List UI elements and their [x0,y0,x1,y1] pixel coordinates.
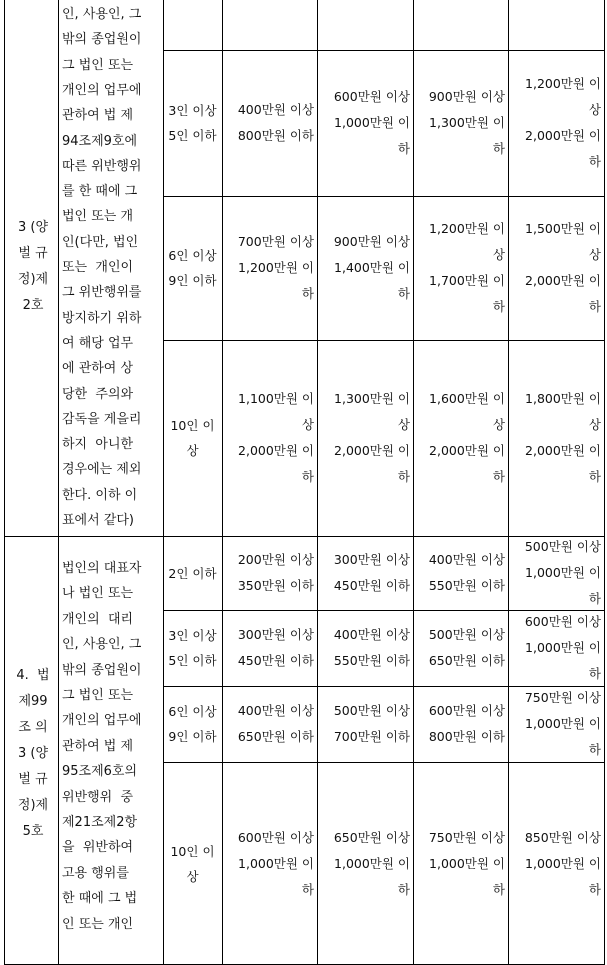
cell-text-line: 하 [588,666,601,681]
cell-text-line: 제99 [18,694,48,709]
cell-text-line: 9인 이하 [168,729,217,744]
cell-text-line: 2,000만원 이 [334,443,410,458]
description-line: 95조제6호의 [62,764,138,780]
cell-text-line: 450만원 이하 [333,578,410,593]
cell-text-line: 600만원 이상 [237,829,314,845]
cell-text-line: 10인 이 [170,843,215,859]
cell-text-line: 1,000만원 이 [238,855,314,871]
description-line: 당한 주의와 [62,386,134,402]
description-line: 94조제9호에 [62,133,138,149]
cell-text-line: 300만원 이상 [237,627,314,642]
description-line: 을 위반하여 [62,840,134,856]
cell-text-line: 10인 이 [170,418,215,433]
grid-line [604,0,605,965]
cell-text-line: 1,400만원 이 [334,260,410,275]
description-line: 법인 또는 개 [62,209,134,225]
cell-text-line: 2,000만원 이 [525,128,601,143]
description-line: 관하여 법 제 [62,738,134,754]
cell-text-line: 1,800만원 이 [525,391,601,406]
cell-text-line: 1,200만원 이 [429,221,505,236]
cell-text-line: 600만원 이상 [428,703,505,718]
grid-line [163,50,605,51]
cell-text-line: 400만원 이상 [428,552,505,567]
cell-text-line: 3인 이상 [168,103,217,118]
cell-text-line: 벌 규 [18,246,48,261]
cell-text-line: 900만원 이상 [333,234,410,249]
cell-text-line: 하 [588,742,601,757]
cell-text-line: 600만원 이상 [524,614,601,629]
description-line: 인, 사용인, 그 [62,637,142,653]
cell-text-line: 1,200만원 이 [238,260,314,275]
cell-text-line: 900만원 이상 [428,89,505,104]
cell-text-line: 500만원 이상 [428,627,505,642]
description-line: 한 때에 그 법 [62,891,138,907]
cell-text-line: 1,300만원 이 [429,115,505,130]
cell-text-line: 350만원 이하 [237,578,314,593]
cell-text-line: 450만원 이하 [237,653,314,668]
cell-text-line: 3 (양 [17,746,49,761]
description-line: 경우에는 제외 [62,462,142,478]
description-line: 인(다만, 법인 [62,234,139,250]
cell-text-line: 550만원 이하 [428,578,505,593]
cell-text-line: 하 [397,469,410,484]
description-line: 위반행위 중 [62,789,134,805]
description-line: 그 법인 또는 [62,57,134,73]
cell-text-line: 상 [588,102,601,117]
cell-text-line: 하 [397,286,410,301]
cell-text-line: 하 [301,469,314,484]
cell-text-line: 하 [588,154,601,169]
description-line: 개인의 업무에 [62,713,142,729]
description-line: 인 또는 개인 [62,916,134,932]
description-line: 밖의 종업원이 [62,32,142,48]
cell-text-line: 500만원 이상 [333,703,410,718]
cell-text-line: 벌 규 [18,772,48,787]
description-line: 나 법인 또는 [62,586,134,602]
cell-text-line: 1,000만원 이 [525,716,601,731]
description-line: 여 해당 업무 [62,335,134,351]
cell-text-line: 하 [492,881,505,897]
cell-text-line: 2,000만원 이 [525,273,601,288]
description-line: 제21조제2항 [62,815,138,830]
cell-text-line: 6인 이상 [168,704,217,719]
cell-text-line: 조 의 [18,720,48,735]
grid-line [58,0,59,965]
cell-text-line: 1,000만원 이 [525,855,601,871]
description-line: 그 위반행위를 [62,285,142,301]
cell-text-line: 750만원 이상 [428,829,505,845]
cell-text-line: 2,000만원 이 [238,443,314,458]
description-line: 방지하기 위하 [62,310,142,326]
cell-text-line: 1,000만원 이 [334,855,410,871]
cell-text-line: 550만원 이하 [333,653,410,668]
cell-text-line: 하 [492,299,505,314]
cell-text-line: 상 [588,247,601,262]
cell-text-line: 1,600만원 이 [429,391,505,406]
cell-text-line: 2인 이하 [168,565,217,581]
cell-text-line: 400만원 이상 [237,703,314,718]
cell-text-line: 1,300만원 이 [334,391,410,406]
cell-text-line: 1,000만원 이 [429,855,505,871]
description-line: 인, 사용인, 그 [62,7,142,22]
cell-text-line: 2,000만원 이 [525,443,601,458]
cell-text-line: 1,000만원 이 [525,565,601,580]
description-line: 그 법인 또는 [62,688,134,703]
cell-text-line: 650만원 이하 [428,653,505,668]
description-line: 에 관하여 상 [62,361,134,377]
cell-text-line: 상 [492,247,505,262]
cell-text-line: 400만원 이상 [333,627,410,642]
cell-text-line: 600만원 이상 [333,89,410,104]
cell-text-line: 정)제 [17,798,49,813]
cell-text-line: 하 [492,141,505,156]
cell-text-line: 750만원 이상 [524,690,601,705]
cell-text-line: 5인 이하 [168,653,217,668]
cell-text-line: 상 [186,868,199,884]
cell-text-line: 5인 이하 [168,128,217,143]
description-line: 관하여 법 제 [62,108,134,124]
cell-text-line: 상 [397,417,410,432]
cell-text-line: 1,200만원 이 [525,76,601,91]
cell-text-line: 상 [186,443,199,458]
cell-text-line: 3인 이상 [168,628,217,643]
cell-text-line: 650만원 이하 [237,729,314,744]
description-line: 개인의 대리 [62,611,134,627]
cell-text-line: 정)제 [17,272,49,287]
cell-text-line: 700만원 이하 [333,729,410,744]
cell-text-line: 3 (양 [17,220,49,235]
cell-text-line: 하 [588,881,601,897]
cell-text-line: 하 [397,141,410,156]
cell-text-line: 1,000만원 이 [334,115,410,130]
grid-line [317,0,318,965]
cell-text-line: 9인 이하 [168,273,217,288]
cell-text-line: 하 [301,881,314,897]
cell-text-line: 상 [588,417,601,432]
cell-text-line: 2,000만원 이 [429,443,505,458]
cell-text-line: 하 [588,591,601,606]
description-line: 고용 행위를 [62,865,129,881]
cell-text-line: 650만원 이상 [333,829,410,845]
description-line: 개인의 업무에 [62,82,142,98]
cell-text-line: 상 [492,417,505,432]
grid-line [4,0,5,965]
cell-text-line: 850만원 이상 [524,829,601,845]
grid-line [413,0,414,965]
cell-text-line: 1,700만원 이 [429,273,505,288]
cell-text-line: 500만원 이상 [524,539,601,554]
cell-text-line: 300만원 이상 [333,552,410,567]
cell-text-line: 400만원 이상 [237,102,314,117]
cell-text-line: 1,500만원 이 [525,221,601,236]
description-line: 하지 아니한 [62,437,134,453]
cell-text-line: 상 [301,417,314,432]
cell-text-line: 1,100만원 이 [238,391,314,406]
grid-line [163,196,605,197]
cell-text-line: 하 [588,299,601,314]
cell-text-line: 하 [588,469,601,484]
description-line: 또는 개인이 [62,260,134,275]
description-line: 를 한 때에 그 [62,184,138,200]
cell-text-line: 700만원 이상 [237,234,314,249]
cell-text-line: 800만원 이하 [237,128,314,143]
grid-line [222,0,223,965]
cell-text-line: 800만원 이하 [428,729,505,744]
cell-text-line: 1,000만원 이 [525,640,601,655]
cell-text-line: 200만원 이상 [237,552,314,567]
description-line: 감독을 게을리 [62,411,142,427]
cell-text-line: 2호 [22,298,44,313]
cell-text-line: 하 [492,469,505,484]
cell-text-line: 4. 법 [16,668,50,683]
description-line: 따른 위반행위 [62,158,142,174]
description-line: 밖의 종업원이 [62,662,142,678]
cell-text-line: 5호 [22,824,44,839]
cell-text-line: 하 [301,286,314,301]
description-line: 한다. 이하 이 [62,487,138,503]
grid-line [163,340,605,341]
cell-text-line: 6인 이상 [168,248,217,263]
grid-line [508,0,509,965]
cell-text-line: 하 [397,881,410,897]
description-line: 표에서 같다) [62,513,134,528]
description-line: 법인의 대표자 [62,561,142,576]
